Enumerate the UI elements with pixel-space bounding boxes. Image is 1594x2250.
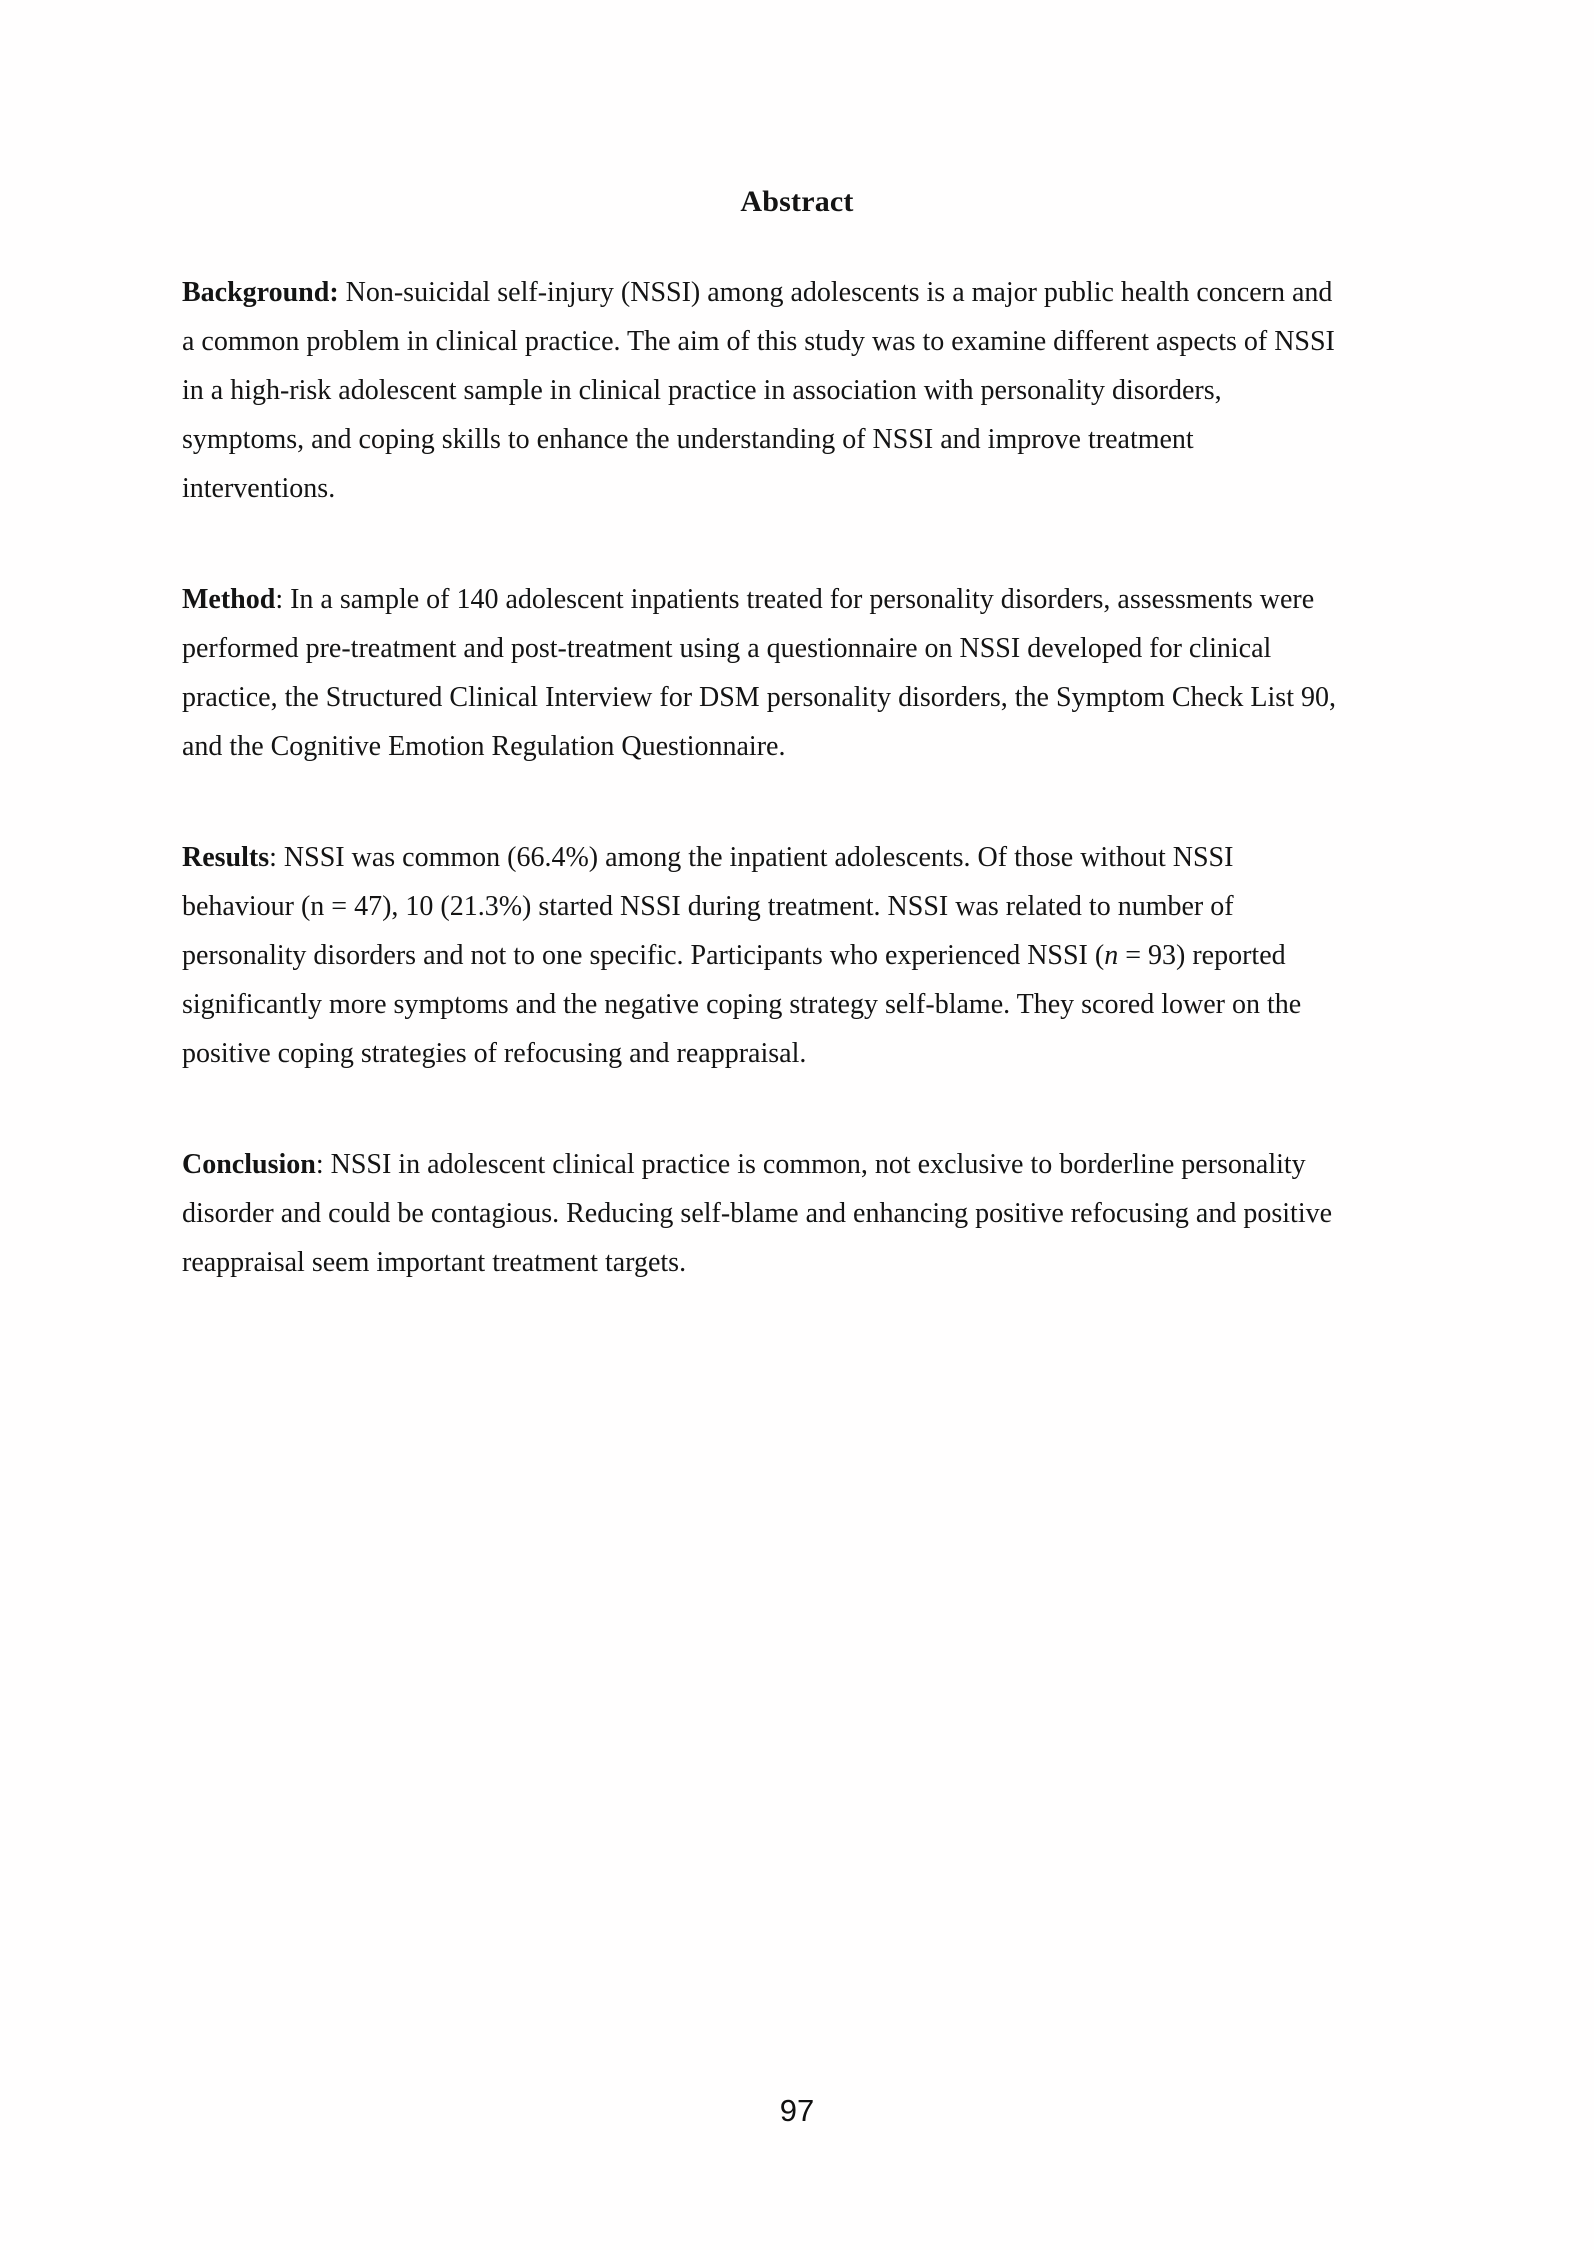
section-label: Results — [182, 842, 270, 873]
paragraph-method — [182, 575, 1442, 771]
text-line — [182, 673, 1442, 722]
section-label: Background: — [182, 277, 339, 308]
paragraph-background — [182, 268, 1442, 513]
text-segment: interventions. — [182, 473, 336, 504]
text-line — [182, 366, 1442, 415]
text-segment: reappraisal seem important treatment targets. — [182, 1247, 687, 1278]
text-line — [182, 1238, 1442, 1287]
abstract-title: Abstract — [740, 185, 854, 218]
page-number: 97 — [779, 2093, 815, 2128]
abstract-body — [182, 268, 1442, 1349]
text-segment: performed pre-treatment and post-treatment using a questionnaire on NSSI developed for clinical — [182, 633, 1272, 664]
text-segment: = 93) reported — [1118, 940, 1286, 971]
text-line — [182, 882, 1442, 931]
text-line — [182, 931, 1442, 980]
text-segment: Non-suicidal self-injury (NSSI) among adolescents is a major public health concern and — [338, 277, 1333, 308]
text-line — [182, 575, 1442, 624]
text-segment: practice, the Structured Clinical Interview for DSM personality disorders, the Symptom Check List 90, — [182, 682, 1336, 713]
paragraph-results — [182, 833, 1442, 1078]
text-line — [182, 722, 1442, 771]
text-segment: symptoms, and coping skills to enhance the understanding of NSSI and improve treatment — [182, 424, 1194, 455]
text-segment: disorder and could be contagious. Reducing self-blame and enhancing positive refocusing and positive — [182, 1198, 1333, 1229]
text-line — [182, 1029, 1442, 1078]
text-line — [182, 833, 1442, 882]
text-segment: a common problem in clinical practice. The aim of this study was to examine different aspects of NSSI — [182, 326, 1335, 357]
text-line — [182, 1189, 1442, 1238]
text-segment: : NSSI was common (66.4%) among the inpatient adolescents. Of those without NSSI — [269, 842, 1234, 873]
paragraph-conclusion — [182, 1140, 1442, 1287]
text-segment: n — [1104, 940, 1119, 971]
text-segment: positive coping strategies of refocusing and reappraisal. — [182, 1038, 807, 1069]
text-segment: significantly more symptoms and the negative coping strategy self-blame. They scored lower on the — [182, 989, 1302, 1020]
text-line — [182, 317, 1442, 366]
text-line — [182, 268, 1442, 317]
text-segment: personality disorders and not to one specific. Participants who experienced NSSI ( — [182, 940, 1105, 971]
text-segment: in a high-risk adolescent sample in clinical practice in association with personality disorders, — [182, 375, 1222, 406]
text-line — [182, 415, 1442, 464]
text-segment: : NSSI in adolescent clinical practice is common, not exclusive to borderline personality — [315, 1149, 1306, 1180]
text-line — [182, 464, 1442, 513]
text-line — [182, 980, 1442, 1029]
text-line — [182, 624, 1442, 673]
text-segment: behaviour (n = 47), 10 (21.3%) started NSSI during treatment. NSSI was related to number of — [182, 891, 1234, 922]
section-label: Conclusion — [182, 1149, 316, 1180]
section-label: Method — [182, 584, 276, 615]
text-segment: and the Cognitive Emotion Regulation Questionnaire. — [182, 731, 786, 762]
text-segment: : In a sample of 140 adolescent inpatients treated for personality disorders, assessments were — [275, 584, 1315, 615]
text-line — [182, 1140, 1442, 1189]
